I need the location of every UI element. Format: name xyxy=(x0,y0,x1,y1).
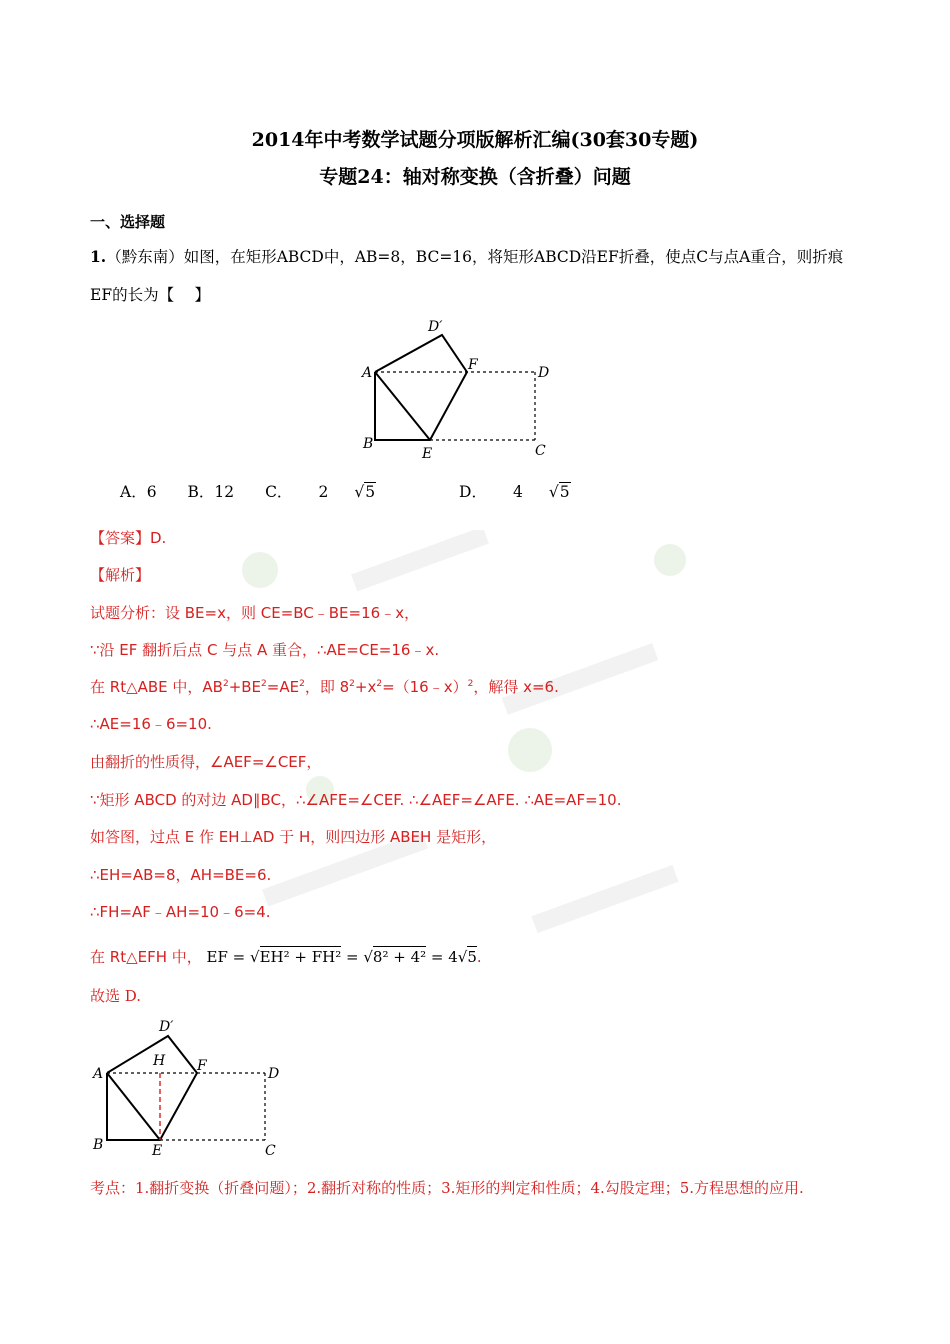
question-figure xyxy=(355,315,565,465)
option-c-sqrt: √5 xyxy=(354,483,376,501)
sol3-e: +x xyxy=(354,678,377,696)
ans-label-Dp: D′ xyxy=(159,1019,174,1035)
option-d-prefix: D． xyxy=(459,483,487,501)
ans-label-D: D xyxy=(268,1066,280,1082)
ans-solid-outline xyxy=(107,1036,197,1140)
solution-line-4: ∴AE=16﹣6=10. xyxy=(90,715,212,733)
option-c xyxy=(265,480,428,502)
solution-line-5: 由翻折的性质得，∠AEF=∠CEF， xyxy=(90,753,322,771)
option-a: A．6 xyxy=(120,483,157,501)
sol3-c: =AE xyxy=(266,678,300,696)
solution-line-7: 如答图，过点 E 作 EH⊥AD 于 H，则四边形 ABEH 是矩形， xyxy=(90,828,497,846)
sol3-sup4: 2 xyxy=(349,679,355,689)
title-line-2: 专题24：轴对称变换（含折叠）问题 xyxy=(319,166,631,188)
answer-figure xyxy=(85,1015,295,1160)
option-b: B．12 xyxy=(187,483,235,501)
option-d xyxy=(459,480,623,502)
fig-label-D: D xyxy=(538,365,550,381)
solution-line-10 xyxy=(90,946,482,967)
sol10-end: . xyxy=(476,948,482,966)
watermark xyxy=(200,530,720,970)
ans-label-H: H xyxy=(153,1053,166,1069)
ans-label-C: C xyxy=(265,1143,276,1159)
option-d-coef: 4 xyxy=(512,483,523,501)
section-heading: 一、选择题 xyxy=(90,213,166,231)
sol3-d: ，即 8 xyxy=(304,678,350,696)
ans-fold-line xyxy=(107,1073,160,1140)
sol3-sup6: 2 xyxy=(467,679,474,689)
sol3-sup3: 2 xyxy=(299,679,305,689)
ef-formula: EF = √EH² + FH² = √8² + 4² = 4√5 xyxy=(206,948,477,966)
solution-line-9: ∴FH=AF﹣AH=10﹣6=4. xyxy=(90,903,271,921)
solution-line-6: ∵矩形 ABCD 的对边 AD∥BC，∴∠AFE=∠CEF. ∴∠AEF=∠AFE. ∴AE=AF=10. xyxy=(90,791,622,809)
option-d-radicand: 5 xyxy=(559,483,570,501)
ans-label-B: B xyxy=(93,1137,104,1153)
sol3-b: +BE xyxy=(228,678,262,696)
fig-label-Dp: D′ xyxy=(428,319,443,335)
solution-line-8: ∴EH=AB=8，AH=BE=6. xyxy=(90,866,272,884)
fig-label-F: F xyxy=(468,357,478,373)
ef-result-coef: = 4 xyxy=(426,948,458,966)
ef-rad-2: 8² + 4² xyxy=(372,948,427,966)
fig-label-A: A xyxy=(362,365,373,381)
knowledge-points: 考点：1.翻折变换（折叠问题）；2.翻折对称的性质；3.矩形的判定和性质；4.勾股定理；5.方程思想的应用. xyxy=(90,1179,804,1197)
ef-lhs: EF = xyxy=(206,948,251,966)
solution-line-2: ∵沿 EF 翻折后点 C 与点 A 重合，∴AE=CE=16﹣x. xyxy=(90,641,440,659)
sol3-sup1: 2 xyxy=(222,679,229,689)
ef-result-rad: 5 xyxy=(467,948,477,966)
answer-line: 【答案】D. xyxy=(90,529,167,547)
answer-options xyxy=(120,480,649,502)
question-line-1 xyxy=(90,245,843,267)
sol3-g: ，解得 x=6. xyxy=(473,678,559,696)
ans-label-F: F xyxy=(197,1058,207,1074)
fig-label-B: B xyxy=(363,436,374,452)
question-number: 1. xyxy=(90,247,107,266)
question-line-2: EF的长为【 】 xyxy=(90,286,210,304)
solution-line-1: 试题分析：设 BE=x，则 CE=BC﹣BE=16﹣x， xyxy=(90,604,420,622)
fig-label-C: C xyxy=(535,443,546,459)
analysis-heading: 【解析】 xyxy=(90,566,151,584)
sol3-sup2: 2 xyxy=(261,679,267,689)
sol3-a: 在 Rt△ABE 中，AB xyxy=(90,678,223,696)
option-d-sqrt: √5 xyxy=(548,483,570,501)
sol10-intro: 在 Rt△EFH 中， xyxy=(90,948,202,966)
ef-rad-1: EH² + FH² xyxy=(259,948,342,966)
ans-label-A: A xyxy=(93,1066,104,1082)
ans-label-E: E xyxy=(152,1143,163,1159)
fig-fold-line xyxy=(375,372,430,440)
fig-label-E: E xyxy=(422,446,433,462)
ef-eq: = xyxy=(341,948,364,966)
sol3-sup5: 2 xyxy=(376,679,383,689)
option-c-radicand: 5 xyxy=(365,483,376,501)
solution-line-3 xyxy=(90,676,559,697)
option-c-prefix: C． xyxy=(265,483,293,501)
title-line-1: 2014年中考数学试题分项版解析汇编(30套30专题) xyxy=(251,129,699,151)
conclusion: 故选 D. xyxy=(90,987,142,1005)
question-text-1: （黔东南）如图，在矩形ABCD中，AB=8，BC=16，将矩形ABCD沿EF折叠，使点C与点A重合，则折痕 xyxy=(106,248,844,266)
sol3-f: =（16﹣x） xyxy=(382,678,468,696)
option-c-coef: 2 xyxy=(318,483,329,501)
